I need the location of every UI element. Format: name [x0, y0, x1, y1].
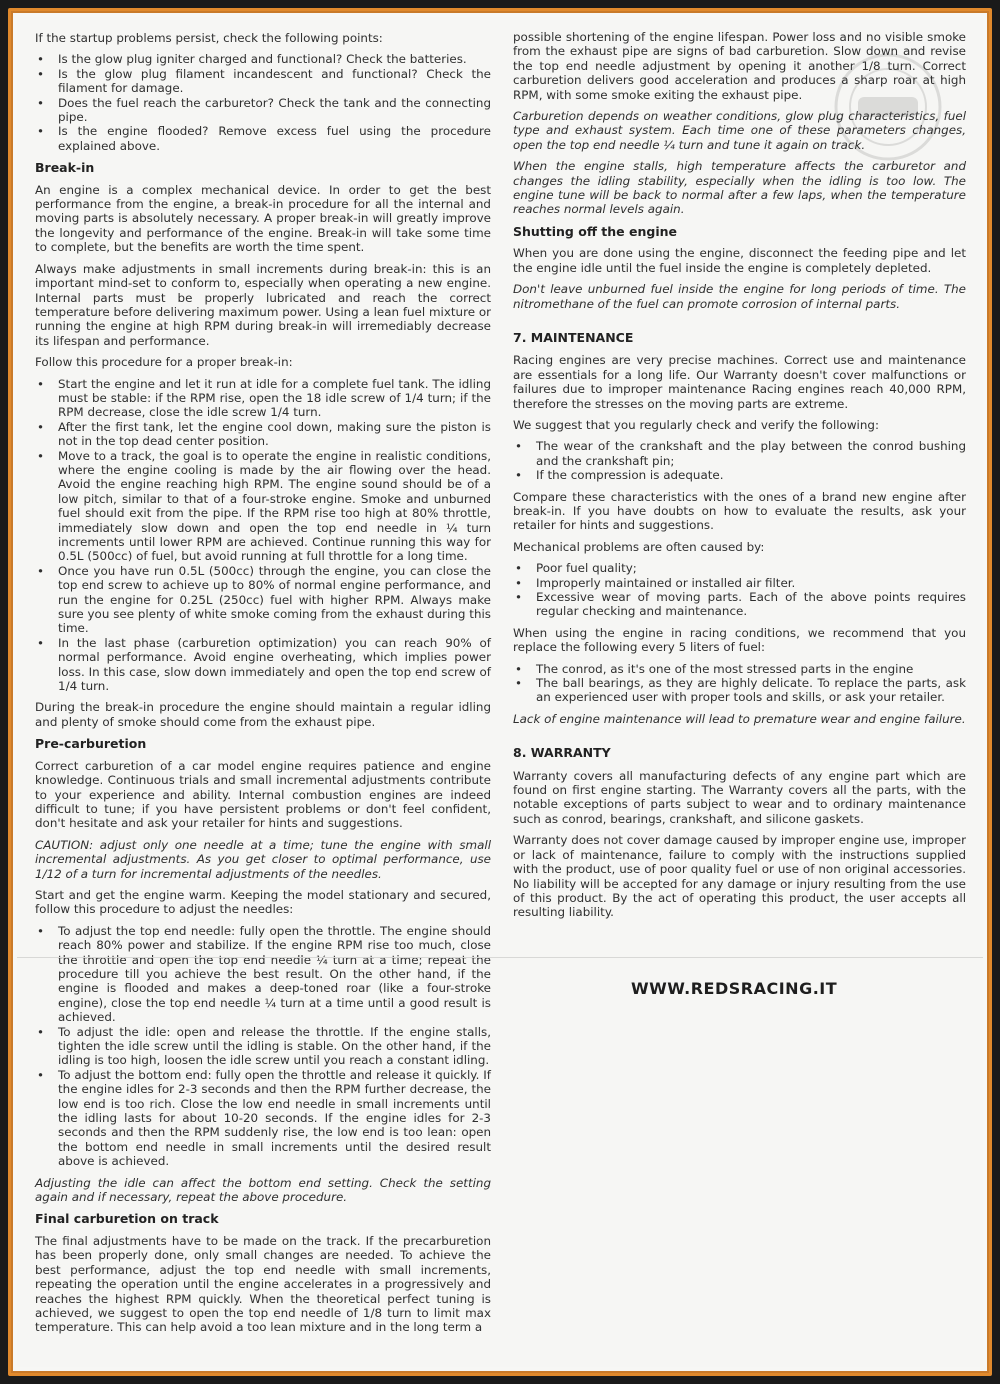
list-item: • Improperly maintained or installed air filter.: [513, 576, 966, 590]
replacement-list: [513, 662, 966, 705]
paragraph: Warranty does not cover damage caused by improper engine use, improper or lack of maintenance, failure to comply with the instructions supplied with the product, use of poor quality fuel or use of non original accessories. No liability will be accepted for any damage or injury resulting from the use of this product. By the act of operating this product, the user accepts all resulting liability.: [513, 833, 966, 920]
heading-maintenance: 7. MAINTENANCE: [513, 329, 634, 345]
list-item: • Start the engine and let it run at idle for a complete fuel tank. The idling must be stable: if the RPM rise, open the 18 idle screw of 1/4 turn; if the RPM decrease, close the idle screw 1/4 turn.: [35, 377, 491, 420]
startup-intro: If the startup problems persist, check the following points:: [35, 31, 383, 45]
break-in-steps: [35, 377, 491, 694]
list-item: • Once you have run 0.5L (500cc) through the engine, you can close the top end screw to achieve up to 80% of normal engine performance, and run the engine for 0.25L (250cc) fuel with higher RPM. Always make sure you see plenty of white smoke coming from the exhaust during this time.: [35, 564, 491, 636]
paragraph: Mechanical problems are often caused by:: [513, 539, 765, 554]
list-item: • The wear of the crankshaft and the play between the conrod bushing and the crankshaft pin;: [513, 439, 966, 468]
italic-note: Lack of engine maintenance will lead to premature wear and engine failure.: [513, 711, 966, 726]
list-item: • To adjust the idle: open and release the throttle. If the engine stalls, tighten the idle screw until the idling is stable. On the other hand, if the idling is too high, loosen the idle screw until you reach a constant idling.: [35, 1025, 491, 1068]
manual-page: [17, 17, 983, 1367]
italic-note: When the engine stalls, high temperature affects the carburetor and changes the idling stability, especially when the idling is too low. The engine tune will be back to normal after a few laps, when the temperature reaches normal levels again.: [513, 159, 966, 217]
italic-note: Don't leave unburned fuel inside the engine for long periods of time. The nitromethane of the fuel can promote corrosion of internal parts.: [513, 282, 966, 311]
list-item: • Move to a track, the goal is to operate the engine in realistic conditions, where the engine cooling is made by the air flowing over the head. Avoid the engine reaching high RPM. The engine sound should be of a low pitch, similar to that of a four-stroke engine. Smoke and unburned fuel should exit from the pipe. If the RPM rise too high at 80% throttle, immediately slow down and open the top end needle in ¼ turn increments until lower RPM are achieved. Continue running this way for 0.5L (500cc) of fuel, but avoid running at full throttle for a long time.: [35, 449, 491, 564]
list-item: • Is the glow plug filament incandescent and functional? Check the filament for damage.: [35, 67, 491, 96]
list-item: • To adjust the bottom end: fully open the throttle and release it quickly. If the engine idles for 2-3 seconds and then the RPM further decrease, the low end is too rich. Close the low end needle in small increments until the idling lasts for about 10-20 seconds. If the engine idles for 2-3 seconds and then the RPM suddenly rise, the low end is too lean: open the bottom end needle in small increments until the desired result above is achieved.: [35, 1068, 491, 1169]
heading-break-in: Break-in: [35, 160, 95, 176]
caution-note: CAUTION: adjust only one needle at a time; tune the engine with small incremental adjustments. As you get closer to optimal performance, use 1/12 of a turn for incremental adjustments of the needles.: [35, 837, 491, 881]
list-item: • Poor fuel quality;: [513, 561, 966, 575]
list-item: • To adjust the top end needle: fully open the throttle. The engine should reach 80% power and stabilize. If the engine RPM rise too much, close the throttle and open the top end needle ¼ turn at a time; repeat the procedure till you achieve the best result. On the other hand, if the engine is flooded and makes a deep-toned roar (like a four-stroke engine), close the top end needle ¼ turn at a time until a good result is achieved.: [35, 924, 491, 1025]
website-url: WWW.REDSRACING.IT: [631, 979, 838, 998]
paragraph: Correct carburetion of a car model engine requires patience and engine knowledge. Continuous trials and small incremental adjustments contribute to your experience and ability. Internal combustion engines are indeed difficult to tune; if you have persistent problems or don't feel confident, don't hesitate and ask your retailer for hints and suggestions.: [35, 758, 491, 831]
list-item: • After the first tank, let the engine cool down, making sure the piston is not in the top dead center position.: [35, 420, 491, 449]
heading-shutting-off: Shutting off the engine: [513, 223, 677, 239]
maintenance-checklist: [513, 439, 966, 482]
paragraph: Racing engines are very precise machines. Correct use and maintenance are essentials for a long life. Our Warranty doesn't cover malfunctions or failures due to improper maintenance Racing engines reach 40,000 RPM, therefore the stresses on the moving parts are extreme.: [513, 353, 966, 411]
startup-checklist: [35, 52, 491, 153]
list-item: • The ball bearings, as they are highly delicate. To replace the parts, ask an experienced user with proper tools and skills, or ask your retailer.: [513, 676, 966, 705]
paragraph: Warranty covers all manufacturing defects of any engine part which are found on first engine starting. The Warranty covers all the parts, with the notable exceptions of parts subject to wear and to ordinary maintenance such as conrod, bearings, crankshaft, and silicone gaskets.: [513, 768, 966, 826]
list-item: • Does the fuel reach the carburetor? Check the tank and the connecting pipe.: [35, 96, 491, 125]
paragraph: When you are done using the engine, disconnect the feeding pipe and let the engine idle until the fuel inside the engine is completely depleted.: [513, 246, 966, 275]
list-item: • In the last phase (carburetion optimization) you can reach 90% of normal performance. Avoid engine overheating, which implies power loss. In this case, slow down immediately and open the top end screw of 1/4 turn.: [35, 636, 491, 694]
paragraph: Always make adjustments in small increments during break-in: this is an important mind-set to conform to, especially when operating a new engine. Internal parts must be properly lubricated and reach the correct temperature before delivering maximum power. Using a lean fuel mixture or running the engine at high RPM during break-in will irremediably decrease its lifespan and performance.: [35, 261, 491, 348]
paragraph: Start and get the engine warm. Keeping the model stationary and secured, follow this procedure to adjust the needles:: [35, 887, 491, 917]
heading-final-carburetion: Final carburetion on track: [35, 1211, 219, 1227]
paragraph: We suggest that you regularly check and verify the following:: [513, 417, 879, 432]
paragraph: Follow this procedure for a proper break-in:: [35, 355, 293, 370]
paragraph: When using the engine in racing conditions, we recommend that you replace the following every 5 liters of fuel:: [513, 625, 966, 655]
pre-carburetion-steps: [35, 924, 491, 1169]
paragraph: An engine is a complex mechanical device. In order to get the best performance from the engine, a break-in procedure for all the internal and moving parts is absolutely necessary. A proper break-in will greatly improve the longevity and performance of the engine. Break-in will take some time to complete, but the benefits are worth the time spent.: [35, 182, 491, 255]
left-column: [35, 31, 491, 1342]
list-item: • If the compression is adequate.: [513, 468, 966, 482]
list-item: • Is the engine flooded? Remove excess fuel using the procedure explained above.: [35, 124, 491, 153]
list-item: • Excessive wear of moving parts. Each of the above points requires regular checking and maintenance.: [513, 590, 966, 619]
paragraph: Compare these characteristics with the ones of a brand new engine after break-in. If you have doubts on how to evaluate the results, ask your retailer for hints and suggestions.: [513, 489, 966, 533]
paragraph: possible shortening of the engine lifespan. Power loss and no visible smoke from the exhaust pipe are signs of bad carburetion. Slow down and revise the top end needle adjustment by opening it another 1/8 turn. Correct carburetion delivers good acceleration and produces a sharp roar at high RPM, with some smoke exiting the exhaust pipe.: [513, 30, 966, 102]
list-item: • Is the glow plug igniter charged and functional? Check the batteries.: [35, 52, 491, 66]
heading-pre-carburetion: Pre-carburetion: [35, 736, 147, 752]
page-fold-line: [17, 957, 983, 958]
right-column: [513, 30, 966, 927]
paragraph: During the break-in procedure the engine should maintain a regular idling and plenty of smoke should come from the exhaust pipe.: [35, 700, 491, 729]
italic-note: Adjusting the idle can affect the bottom end setting. Check the setting again and if necessary, repeat the above procedure.: [35, 1175, 491, 1205]
heading-warranty: 8. WARRANTY: [513, 745, 611, 761]
problem-causes-list: [513, 561, 966, 619]
italic-note: Carburetion depends on weather conditions, glow plug characteristics, fuel type and exhaust system. Each time one of these parameters changes, open the top end needle ¼ turn and tune it again on track.: [513, 109, 966, 152]
list-item: • The conrod, as it's one of the most stressed parts in the engine: [513, 662, 966, 676]
paragraph: The final adjustments have to be made on the track. If the precarburetion has been properly done, only small changes are needed. To achieve the best performance, adjust the top end needle with small increments, repeating the operation until the engine accelerates in a progressively and reaches the highest RPM quickly. When the theoretical perfect tuning is achieved, we suggest to open the top end needle of 1/8 turn to limit max temperature. This can help avoid a too lean mixture and in the long term a: [35, 1233, 491, 1335]
